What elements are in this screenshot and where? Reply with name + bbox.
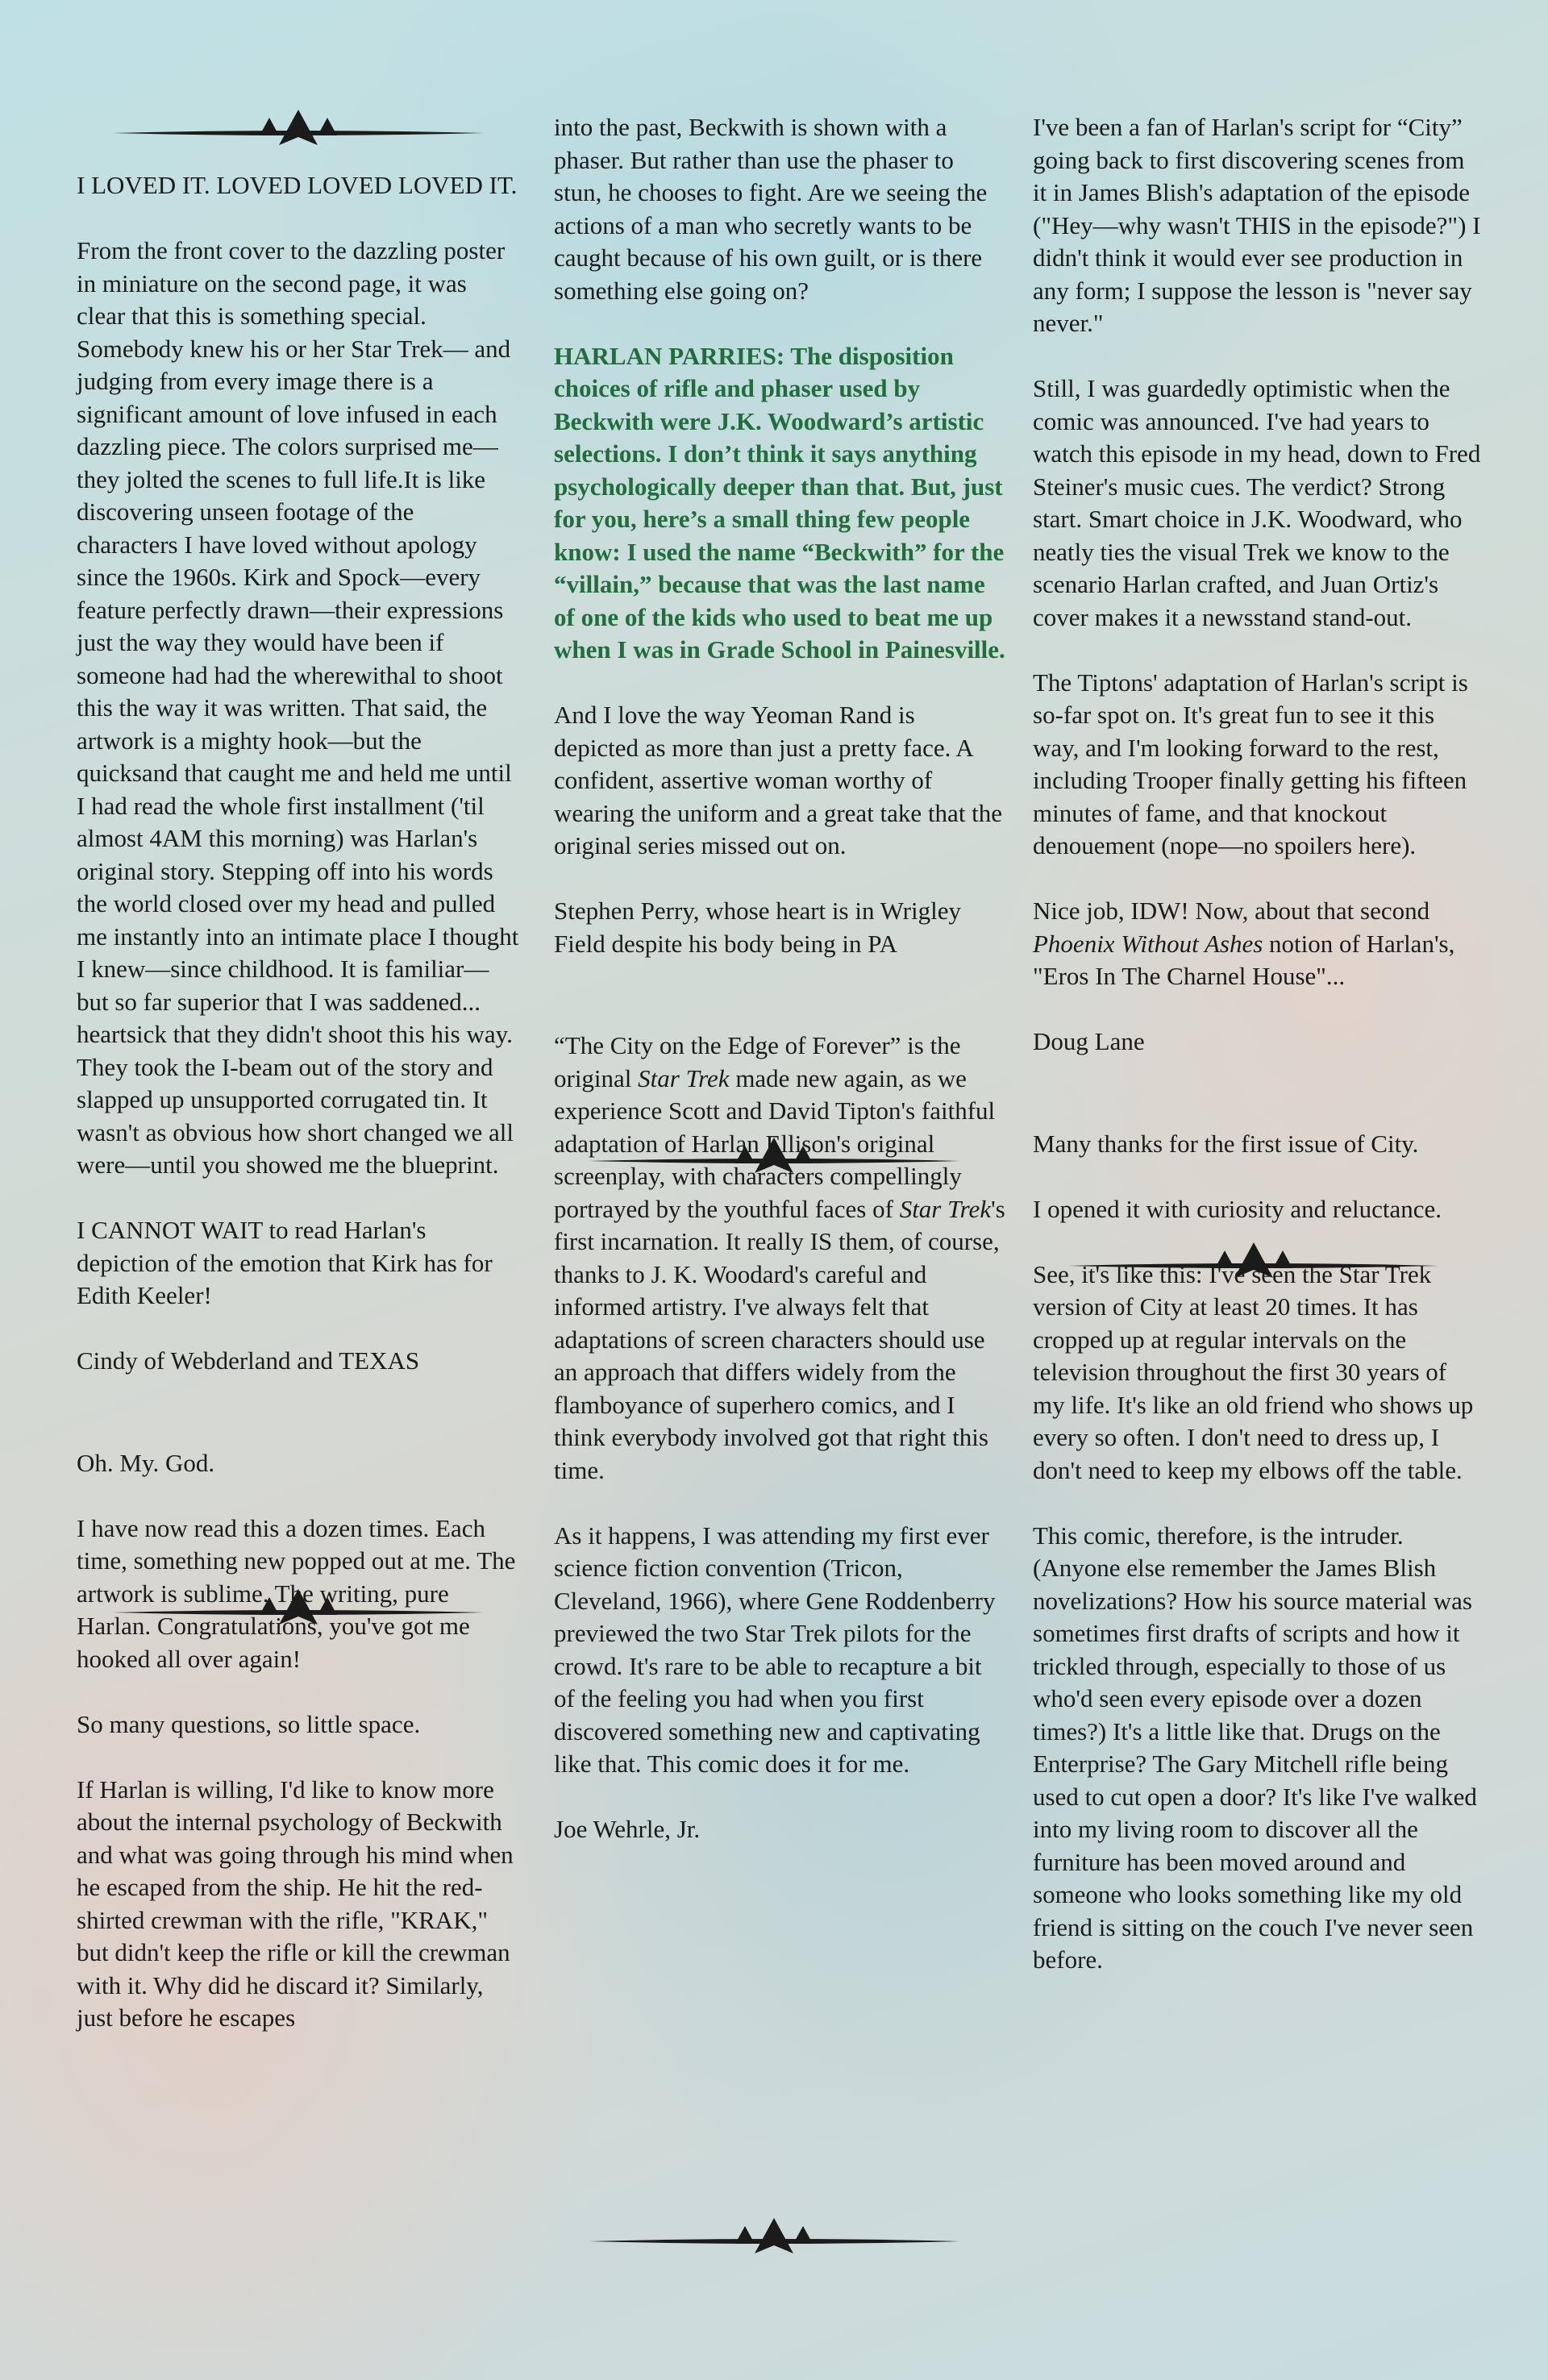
- letter-body: Nice job, IDW! Now, about that second Phoenix Without Ashes notion of Harlan's, "Eros In The Charnel House"...: [1033, 897, 1455, 990]
- column-middle: [554, 111, 1005, 1879]
- letter-body: And I love the way Yeoman Rand is depicted as more than just a pretty face. A confident, assertive woman worthy of wearing the uniform and a great take that the original series missed out on.: [554, 701, 1003, 859]
- starfleet-delta-icon: [113, 105, 484, 161]
- delta-divider: [113, 105, 484, 161]
- letter-signature: Joe Wehrle, Jr.: [554, 1815, 701, 1843]
- letter-body: into the past, Beckwith is shown with a phaser. But rather than use the phaser to stun, he chooses to fight. Are we seeing the actions of a man who secretly wants to be caught because of his own guilt, or is there something else going on?: [554, 113, 988, 305]
- letter-body: If Harlan is willing, I'd like to know more about the internal psychology of Beckwith and what was going through his mind when he escaped from the ship. He hit the red-shirted crewman with the rifle, "KRAK," but didn't keep the rifle or kill the crewman with it. Why did he discard it? Similarly, just before he escapes: [77, 1775, 514, 2032]
- letter-signature: Stephen Perry, whose heart is in Wrigley Field despite his body being in PA: [554, 897, 961, 958]
- starfleet-delta-icon: [589, 2213, 959, 2270]
- letter-body: So many questions, so little space.: [77, 1709, 421, 1738]
- letter-body: See, it's like this: I've seen the Star Trek version of City at least 20 times. It has cropped up at regular intervals on the television throughout the first 30 years of my life. It's like an old friend who shows up every so often. I don't need to dress up, I don't need to keep my elbows off the table.: [1033, 1259, 1474, 1484]
- letter-body: I opened it with curiosity and reluctance.: [1033, 1194, 1442, 1223]
- letter-opening: I LOVED IT. LOVED LOVED LOVED IT.: [77, 171, 518, 199]
- column-left: [77, 169, 520, 2067]
- letter-body: I CANNOT WAIT to read Harlan's depiction of the emotion that Kirk has for Edith Keeler!: [77, 1216, 493, 1309]
- letter-signature: Doug Lane: [1033, 1027, 1145, 1055]
- title-italic: Star Trek: [899, 1194, 992, 1223]
- letter-body: I have now read this a dozen times. Each time, something new popped out at me. The artwork is sublime. The writing, pure Harlan. Congratulations, you've got me hooked all over again!: [77, 1513, 516, 1673]
- letter-body: As it happens, I was attending my first ever science fiction convention (Tricon, Cleveland, 1966), where Gene Roddenberry previewed the two Star Trek pilots for the crowd. It's rare to be able to recapture a bit of the feeling you had when you first discovered something new and captivating like that. This comic does it for me.: [554, 1521, 996, 1778]
- letter-body: I've been a fan of Harlan's script for “City” going back to first discovering scenes from it in James Blish's adaptation of the episode ("Hey—why wasn't THIS in the episode?") I didn't think it would ever see production in any form; I suppose the lesson is "never say never.": [1033, 113, 1481, 337]
- letter-body: Still, I was guardedly optimistic when the comic was announced. I've had years to watch this episode in my head, down to Fred Steiner's music cues. The verdict? Strong start. Smart choice in J.K. Woodward, who neatly ties the visual Trek we know to the scenario Harlan crafted, and Juan Ortiz's cover makes it a newsstand stand-out.: [1033, 374, 1481, 631]
- column-right: [1033, 111, 1484, 2009]
- letter-body: The Tiptons' adaptation of Harlan's script is so-far spot on. It's great fun to see it this way, and I'm looking forward to the rest, including Trooper finally getting his fifteen minutes of fame, and that knockout denouement (nope—no spoilers here).: [1033, 668, 1468, 859]
- letter-body: This comic, therefore, is the intruder. (Anyone else remember the James Blish novelizations? How his source material was sometimes first drafts of scripts and how it trickled through, especially to those of us who'd seen every episode over a dozen times?) It's a little like that. Drugs on the Enterprise? The Gary Mitchell rifle being used to cut open a door? It's like I've walked into my living room to discover all the furniture has been moved around and someone who looks something like my old friend is sitting on the couch I've never seen before.: [1033, 1521, 1477, 1974]
- letter-opening: Oh. My. God.: [77, 1448, 215, 1477]
- letter-opening: Many thanks for the first issue of City.: [1033, 1129, 1419, 1158]
- delta-divider: [589, 2213, 959, 2270]
- title-italic: Star Trek: [638, 1063, 730, 1092]
- letter-signature: Cindy of Webderland and TEXAS: [77, 1346, 420, 1375]
- editor-reply: HARLAN PARRIES: The disposition choices of rifle and phaser used by Beckwith were J.K. Woodward’s artistic selections. I don’t think it says anything psychologically deeper than that. But, just for you, here’s a small thing few people know: I used the name “Beckwith” for the “villain,” because that was the last name of one of the kids who used to beat me up when I was in Grade School in Painesville.: [554, 341, 1005, 664]
- title-italic: Phoenix Without Ashes: [1033, 929, 1263, 958]
- letter-body: “The City on the Edge of Forever” is the original Star Trek made new again, as we experience Scott and David Tipton's faithful adaptation of Harlan Ellison's original screenplay, with characters compellingly portrayed by the youthful faces of Star Trek's first incarnation. It really IS them, of course, thanks to J. K. Woodard's careful and informed artistry. I've always felt that adaptations of screen characters should use an approach that differs widely from the flamboyance of superhero comics, and I think everybody involved got that right this time.: [554, 1031, 1005, 1484]
- letter-body: From the front cover to the dazzling poster in miniature on the second page, it was clear that this is something special. Somebody knew his or her Star Trek— and judging from every image there is a significant amount of love infused in each dazzling piece. The colors surprised me—they jolted the scenes to full life.It is like discovering unseen footage of the characters I have loved without apology since the 1960s. Kirk and Spock—every feature perfectly drawn—their expressions just the way they would have been if someone had had the wherewithal to shoot this the way it was written. That said, the artwork is a mighty hook—but the quicksand that caught me and held me until I had read the whole first installment ('til almost 4AM this morning) was Harlan's original story. Stepping off into his words the world closed over my head and pulled me instantly into an intimate place I thought I knew—since childhood. It is familiar—but so far superior that I was saddened... heartsick that they didn't shoot this his way. They took the I-beam out of the story and slapped up unsupported corrugated tin. It wasn't as obvious how short changed we all were—until you showed me the blueprint.: [77, 236, 519, 1179]
